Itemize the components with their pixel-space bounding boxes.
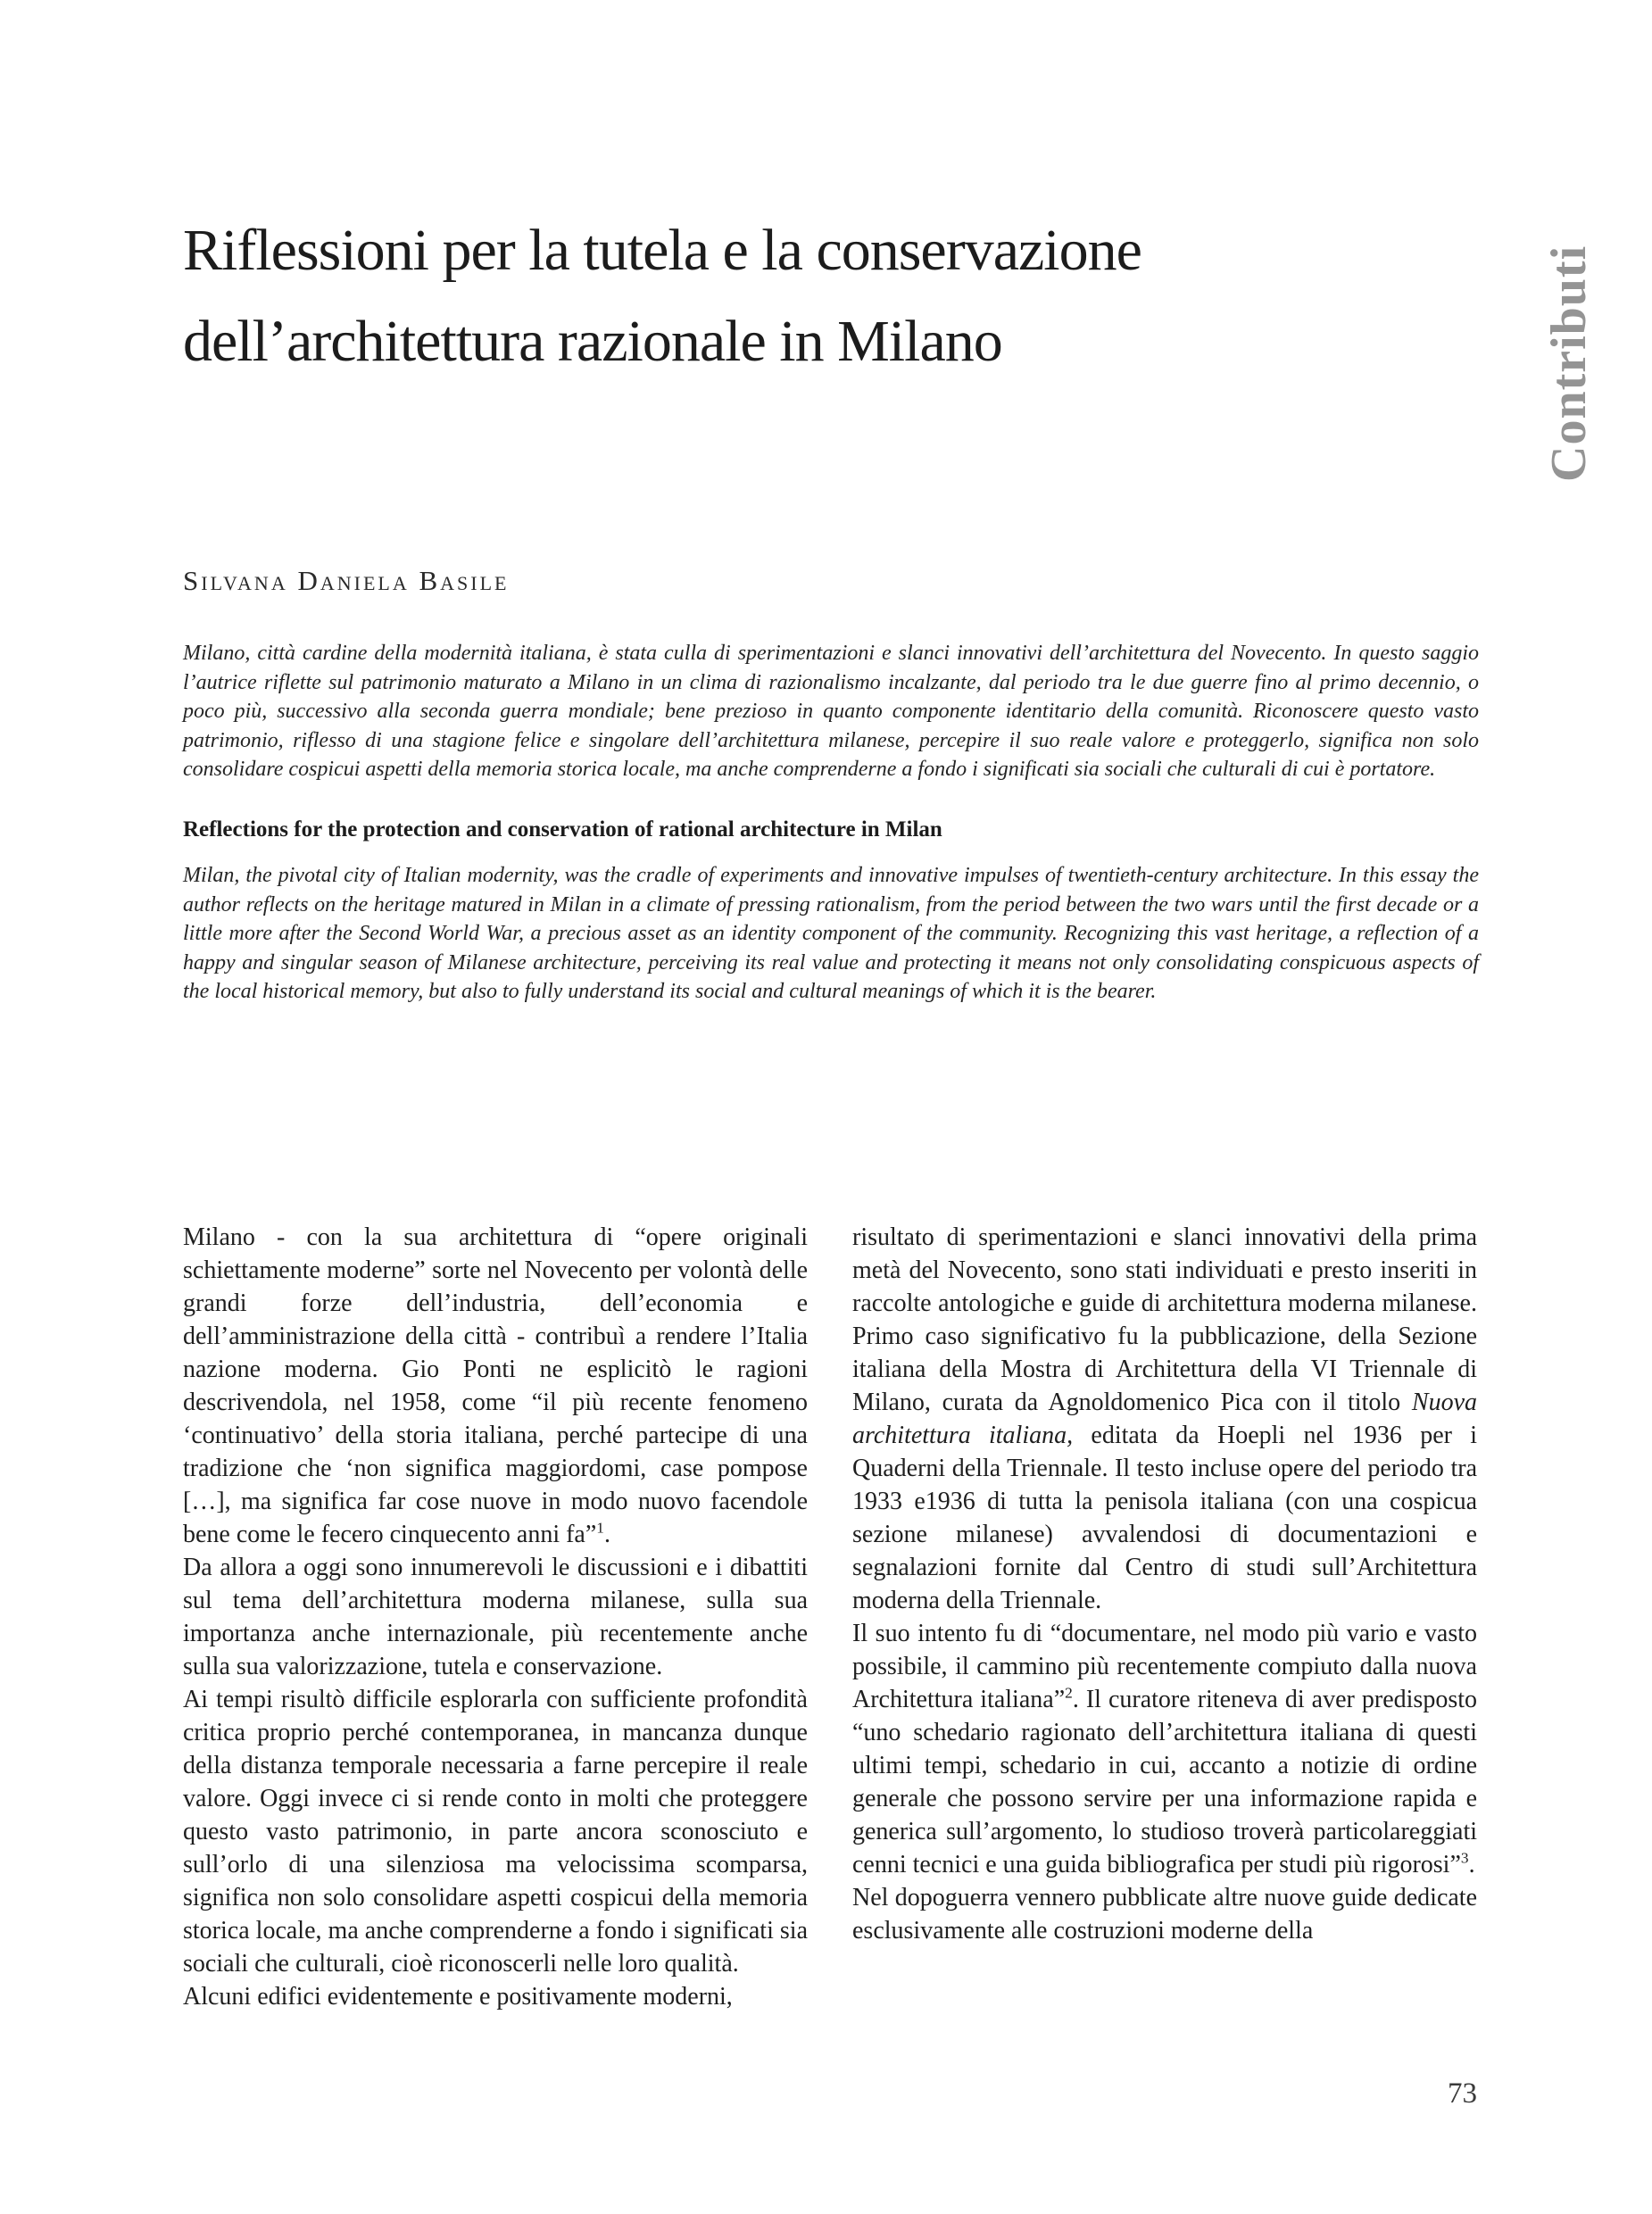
footnote-reference: 3 bbox=[1460, 1849, 1469, 1867]
abstract-italian: Milano, città cardine della modernità italiana, è stata culla di sperimentazioni e slanci innovativi dell’architettura del Novecento. In questo saggio l’autrice riflette sul patrimonio maturato a Milano in un clima di razionalismo incalzante, dal periodo tra le due guerre fino al primo decennio, o poco più, successivo alla seconda guerra mondiale; bene prezioso in quanto componente identitario della comunità. Riconoscere questo vasto patrimonio, riflesso di una stagione felice e singolare dell’architettura milanese, percepire il suo reale valore e proteggerlo, significa non solo consolidare cospicui aspetti della memoria storica locale, ma anche comprenderne a fondo i significati sia sociali che culturali di cui è portatore. bbox=[183, 642, 1479, 781]
text-run: Ai tempi risultò difficile esplorarla con sufficiente profondità critica proprio perché contemporanea, in mancanza dunque della distanza temporale necessaria a farne percepire il reale valore. Oggi invece ci si rende conto in molti che proteggere questo vasto patrimonio, in parte ancora sconosciuto e sull’orlo di una silenziosa ma velocissima scomparsa, significa non solo consolidare aspetti cospicui della memoria storica locale, ma anche comprenderne a fondo i significati sia sociali che culturali, cioè riconoscerli nelle loro qualità. bbox=[183, 1686, 808, 1978]
author-name: Silvana Daniela Basile bbox=[183, 565, 510, 596]
footnote-reference: 1 bbox=[596, 1519, 604, 1537]
text-run: Nel dopoguerra vennero pubblicate altre nuove guide dedicate esclusivamente alle costruzioni moderne della bbox=[852, 1884, 1477, 1945]
text-run: Il suo intento fu di “documentare, nel modo più vario e vasto possibile, il cammino più recentemente compiuto dalla nuova Architettura italiana” bbox=[852, 1620, 1477, 1713]
text-run: Milano - con la sua architettura di “opere originali schiettamente moderne” sorte nel Novecento per volontà delle grandi forze dell’industria, dell’economia e dell’amministrazione della città - contribuì a rendere l’Italia nazione moderna. Gio Ponti ne esplicitò le ragioni descrivendola, nel 1958, come “il più recente fenomeno ‘continuativo’ della storia italiana, perché partecipe di una tradizione che ‘non significa maggiordomi, case pompose […], ma significa far cose nuove in modo nuovo facendole bene come le fecero cinquecento anni fa” bbox=[183, 1223, 808, 1548]
side-tab-label: Contributi bbox=[1541, 245, 1597, 482]
paragraph bbox=[183, 1683, 808, 1980]
abstract-english: Milan, the pivotal city of Italian modernity, was the cradle of experiments and innovative impulses of twentieth-century architecture. In this essay the author reflects on the heritage matured in Milan in a climate of pressing rationalism, from the period between the two wars until the first decade or a little more after the Second World War, a precious asset as an identity component of the community. Recognizing this vast heritage, a reflection of a happy and singular season of Milanese architecture, perceiving its real value and protecting it means not only consolidating conspicuous aspects of the local historical memory, but also to fully understand its social and cultural meanings of which it is the bearer. bbox=[183, 864, 1479, 1003]
paragraph bbox=[852, 1617, 1477, 1881]
footnote-reference: 2 bbox=[1065, 1684, 1073, 1702]
article-title bbox=[183, 205, 1141, 387]
paragraph bbox=[183, 1551, 808, 1683]
page-number: 73 bbox=[1448, 2077, 1477, 2110]
text-run: Da allora a oggi sono innumerevoli le discussioni e i dibattiti sul tema dell’architettura moderna milanese, sulla sua importanza anche internazionale, più recentemente anche sulla sua valorizzazione, tutela e conservazione. bbox=[183, 1554, 808, 1680]
title-line-1: Riflessioni per la tutela e la conservazione bbox=[183, 218, 1141, 284]
heading-english: Reflections for the protection and conservation of rational architecture in Milan bbox=[183, 817, 942, 842]
text-run: editata da Hoepli nel 1936 per i Quaderni della Triennale. Il testo incluse opere del periodo tra 1933 e1936 di tutta la penisola italiana (con una cospicua sezione milanese) avvalendosi di documentazioni e segnalazioni fornite dal Centro di studi sull’Architettura moderna della Triennale. bbox=[852, 1422, 1478, 1614]
text-run: Alcuni edifici evidentemente e positivamente moderni, bbox=[183, 1983, 733, 2011]
paragraph bbox=[183, 1980, 808, 2013]
body-column-left bbox=[183, 1221, 808, 2013]
paragraph bbox=[852, 1221, 1477, 1617]
text-run: . bbox=[1468, 1851, 1475, 1878]
text-run: . bbox=[603, 1521, 610, 1548]
body-column-right bbox=[852, 1221, 1477, 1947]
paragraph bbox=[852, 1881, 1477, 1947]
text-run: risultato di sperimentazioni e slanci innovativi della prima metà del Novecento, sono stati individuati e presto inseriti in raccolte antologiche e guide di architettura moderna milanese. Primo caso significativo fu la pubblicazione, della Sezione italiana della Mostra di Architettura della VI Triennale di Milano, curata da Agnoldomenico Pica con il titolo bbox=[852, 1223, 1477, 1416]
paragraph bbox=[183, 1221, 808, 1551]
text-run: Nuova architettura italiana, bbox=[852, 1389, 1477, 1449]
title-line-2: dell’architettura razionale in Milano bbox=[183, 309, 1002, 375]
text-run: . Il curatore riteneva di aver predisposto “uno schedario ragionato dell’architettura italiana di questi ultimi tempi, schedario in cui, accanto a notizie di ordine generale che possono servire per una informazione rapida e generica sull’argomento, lo studioso troverà particolareggiati cenni tecnici e una guida bibliografica per studi più rigorosi” bbox=[852, 1686, 1477, 1878]
